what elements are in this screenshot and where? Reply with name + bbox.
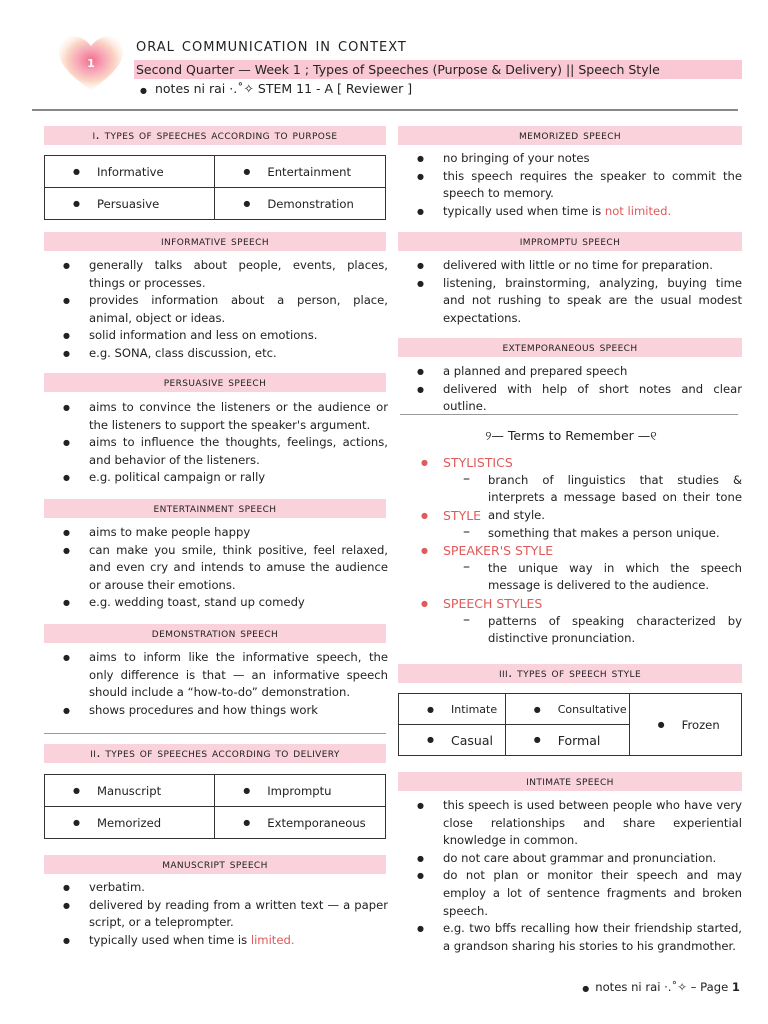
memorized-list [398, 150, 742, 220]
term-speakers-style [418, 542, 742, 595]
list-item: ● a planned and prepared speech [398, 363, 742, 381]
item-text: typically used when time is [443, 203, 605, 218]
term-definition: – patterns of speaking characterized by distinctive pronunciation. [418, 613, 742, 648]
left-divider [44, 733, 386, 734]
header-divider [32, 109, 738, 111]
term-definition: – the unique way in which the speech message is delivered to the audience. [418, 560, 742, 595]
section-heading-manuscript: manuscript speech [44, 855, 386, 874]
list-item: ● aims to convince the listeners or the audience or the listeners to support the speaker's argument. [44, 399, 388, 434]
term-name: ● SPEECH STYLES [418, 595, 742, 613]
table-cell: ● Extemporaneous [215, 816, 385, 830]
intimate-list [398, 797, 742, 955]
table-cell: ● Frozen [630, 718, 741, 732]
table-cell: ● Formal [506, 733, 629, 748]
extemporaneous-list [398, 363, 742, 416]
list-item [398, 203, 742, 221]
section-heading-delivery: ii. types of speeches according to delivery [44, 744, 386, 763]
list-item: ● delivered by reading from a written text — a paper script, or a teleprompter. [44, 897, 388, 932]
term-style [418, 507, 742, 542]
heart-badge-icon [54, 30, 128, 94]
list-item: ● no bringing of your notes [398, 150, 742, 168]
table-cell: ● Persuasive [45, 197, 214, 211]
footer-text: notes ni rai ·.˚✧ – Page [595, 980, 732, 994]
table-cell: ● Consultative [506, 703, 629, 716]
section-heading-persuasive: persuasive speech [44, 373, 386, 392]
list-item: ● solid information and less on emotions. [44, 327, 388, 345]
manuscript-list [44, 879, 388, 949]
section-heading-speech-style: iii. types of speech style [398, 664, 742, 683]
term-name: ● STYLISTICS [418, 454, 742, 472]
purpose-table [44, 155, 386, 220]
section-heading-demonstration: demonstration speech [44, 624, 386, 643]
list-item: ● this speech requires the speaker to commit the speech to memory. [398, 168, 742, 203]
badge-number: 1 [87, 57, 95, 70]
highlight-text: not limited. [604, 203, 672, 218]
demonstration-list [44, 649, 388, 719]
table-cell: ● Memorized [45, 816, 214, 830]
section-heading-informative: informative speech [44, 232, 386, 251]
list-item: ● do not care about grammar and pronunciation. [398, 850, 742, 868]
list-item: ● do not plan or monitor their speech and may employ a lot of sentence fragments and broken speech. [398, 867, 742, 920]
persuasive-list [44, 399, 388, 487]
delivery-table [44, 774, 386, 839]
section-heading-intimate: intimate speech [398, 772, 742, 791]
list-item: ● aims to inform like the informative speech, the only difference is that — an informative speech should include a “how-to-do” demonstration. [44, 649, 388, 702]
table-cell: ● Manuscript [45, 784, 214, 798]
term-definition: – branch of linguistics that studies & interprets a message based on their tone and style. [418, 472, 742, 525]
right-divider [400, 414, 738, 415]
section-heading-memorized: memorized speech [398, 126, 742, 145]
list-item: ● e.g. political campaign or rally [44, 469, 388, 487]
highlight-text: limited. [250, 932, 295, 947]
list-item: ● shows procedures and how things work [44, 702, 388, 720]
list-item: ● e.g. SONA, class discussion, etc. [44, 345, 388, 363]
list-item: ● provides information about a person, place, animal, object or ideas. [44, 292, 388, 327]
term-definition: – something that makes a person unique. [418, 525, 742, 543]
term-speech-styles [418, 595, 742, 648]
list-item: ● can make you smile, think positive, feel relaxed, and even cry and intends to amuse the audience or arouse their emotions. [44, 542, 388, 595]
list-item: ● aims to influence the thoughts, feelings, actions, and behavior of the listeners. [44, 434, 388, 469]
term-name: ● SPEAKER'S STYLE [418, 542, 742, 560]
page-header [0, 0, 768, 112]
table-cell: ● Casual [399, 733, 505, 748]
section-heading-extemporaneous: extemporaneous speech [398, 338, 742, 357]
table-cell: ● Impromptu [215, 784, 385, 798]
table-cell: ● Informative [45, 165, 214, 179]
page-subtitle: Second Quarter — Week 1 ; Types of Speeches (Purpose & Delivery) || Speech Style [134, 60, 742, 79]
table-cell: ● Entertainment [215, 165, 385, 179]
page-title: oral communication in context [136, 34, 407, 56]
tagline-text: notes ni rai ·.˚✧ STEM 11 - A [ Reviewer ] [154, 81, 413, 96]
term-name: ● STYLE [418, 507, 742, 525]
list-item [44, 932, 388, 950]
impromptu-list [398, 257, 742, 327]
table-cell: ● Intimate [399, 703, 505, 716]
list-item: ● e.g. wedding toast, stand up comedy [44, 594, 388, 612]
list-item: ● generally talks about people, events, places, things or processes. [44, 257, 388, 292]
list-item: ● listening, brainstorming, analyzing, buying time and not rushing to speak are the usual modest expectations. [398, 275, 742, 328]
page-number: 1 [731, 980, 740, 994]
informative-list [44, 257, 388, 363]
speech-style-table [398, 693, 742, 756]
list-item: ● delivered with little or no time for preparation. [398, 257, 742, 275]
list-item: ● aims to make people happy [44, 524, 388, 542]
section-heading-entertainment: entertainment speech [44, 499, 386, 518]
item-text: typically used when time is [89, 932, 251, 947]
entertainment-list [44, 524, 388, 612]
section-heading-impromptu: impromptu speech [398, 232, 742, 251]
list-item: ● delivered with help of short notes and clear outline. [398, 381, 742, 416]
list-item: ● verbatim. [44, 879, 388, 897]
list-item: ● e.g. two bffs recalling how their friendship started, a grandson sharing his stories to his grandmother. [398, 920, 742, 955]
section-heading-purpose: i. types of speeches according to purpose [44, 126, 386, 145]
list-item: ● this speech is used between people who have very close relationships and share experiential knowledge in common. [398, 797, 742, 850]
table-cell: ● Demonstration [215, 197, 385, 211]
terms-heading: ୨— Terms to Remember —୧ [485, 428, 657, 443]
page-footer: ● notes ni rai ·.˚✧ – Page 1 [582, 980, 740, 994]
page-tagline: ● notes ni rai ·.˚✧ STEM 11 - A [ Reviewer ] [140, 81, 413, 96]
